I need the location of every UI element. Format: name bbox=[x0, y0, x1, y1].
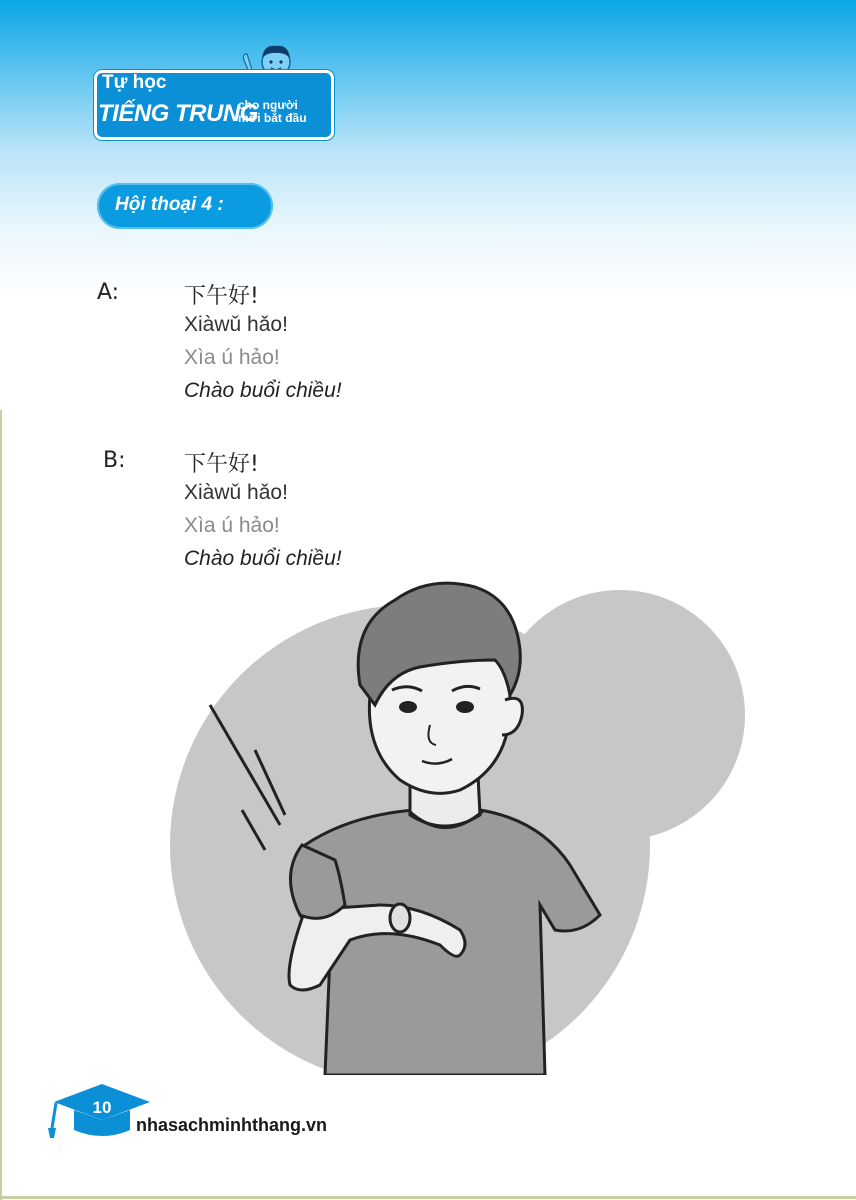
right-eye bbox=[456, 701, 474, 713]
section-title: Hội thoại 4 : bbox=[115, 194, 224, 215]
section-header-pill bbox=[97, 183, 273, 229]
dialog-b-phonetic: Xìa ú hảo! bbox=[184, 514, 280, 537]
logo-line-2: TIẾNG TRUNG bbox=[98, 100, 258, 127]
logo-line-3: cho người bbox=[238, 98, 298, 112]
illustration-boy-checking-watch bbox=[160, 575, 760, 1075]
dialog-a-meaning: Chào buổi chiều! bbox=[184, 379, 342, 402]
background-circle-small bbox=[495, 590, 745, 840]
dialog-a-pinyin: Xiàwǔ hǎo! bbox=[184, 313, 288, 336]
dialog-a-phonetic: Xìa ú hảo! bbox=[184, 346, 280, 369]
book-logo bbox=[88, 40, 338, 140]
page-number: 10 bbox=[92, 1098, 112, 1117]
left-eye bbox=[399, 701, 417, 713]
logo-line-1: Tự học bbox=[102, 72, 167, 93]
logo-subtitle bbox=[238, 99, 328, 125]
dialog-b-meaning: Chào buổi chiều! bbox=[184, 547, 342, 570]
speaker-a-label: A: bbox=[97, 280, 120, 305]
publisher-website: nhasachminhthang.vn bbox=[136, 1115, 328, 1135]
dialog-a-hanzi: 下午好! bbox=[184, 284, 259, 309]
speaker-b-label: B: bbox=[103, 448, 126, 473]
logo-line-4: mới bắt đầu bbox=[238, 111, 307, 125]
left-border-rule bbox=[0, 410, 2, 1200]
wristwatch bbox=[390, 904, 410, 932]
dialog-b-pinyin: Xiàwǔ hǎo! bbox=[184, 481, 288, 504]
bottom-border-rule bbox=[0, 1196, 856, 1199]
dialog-b-hanzi: 下午好! bbox=[184, 452, 259, 477]
